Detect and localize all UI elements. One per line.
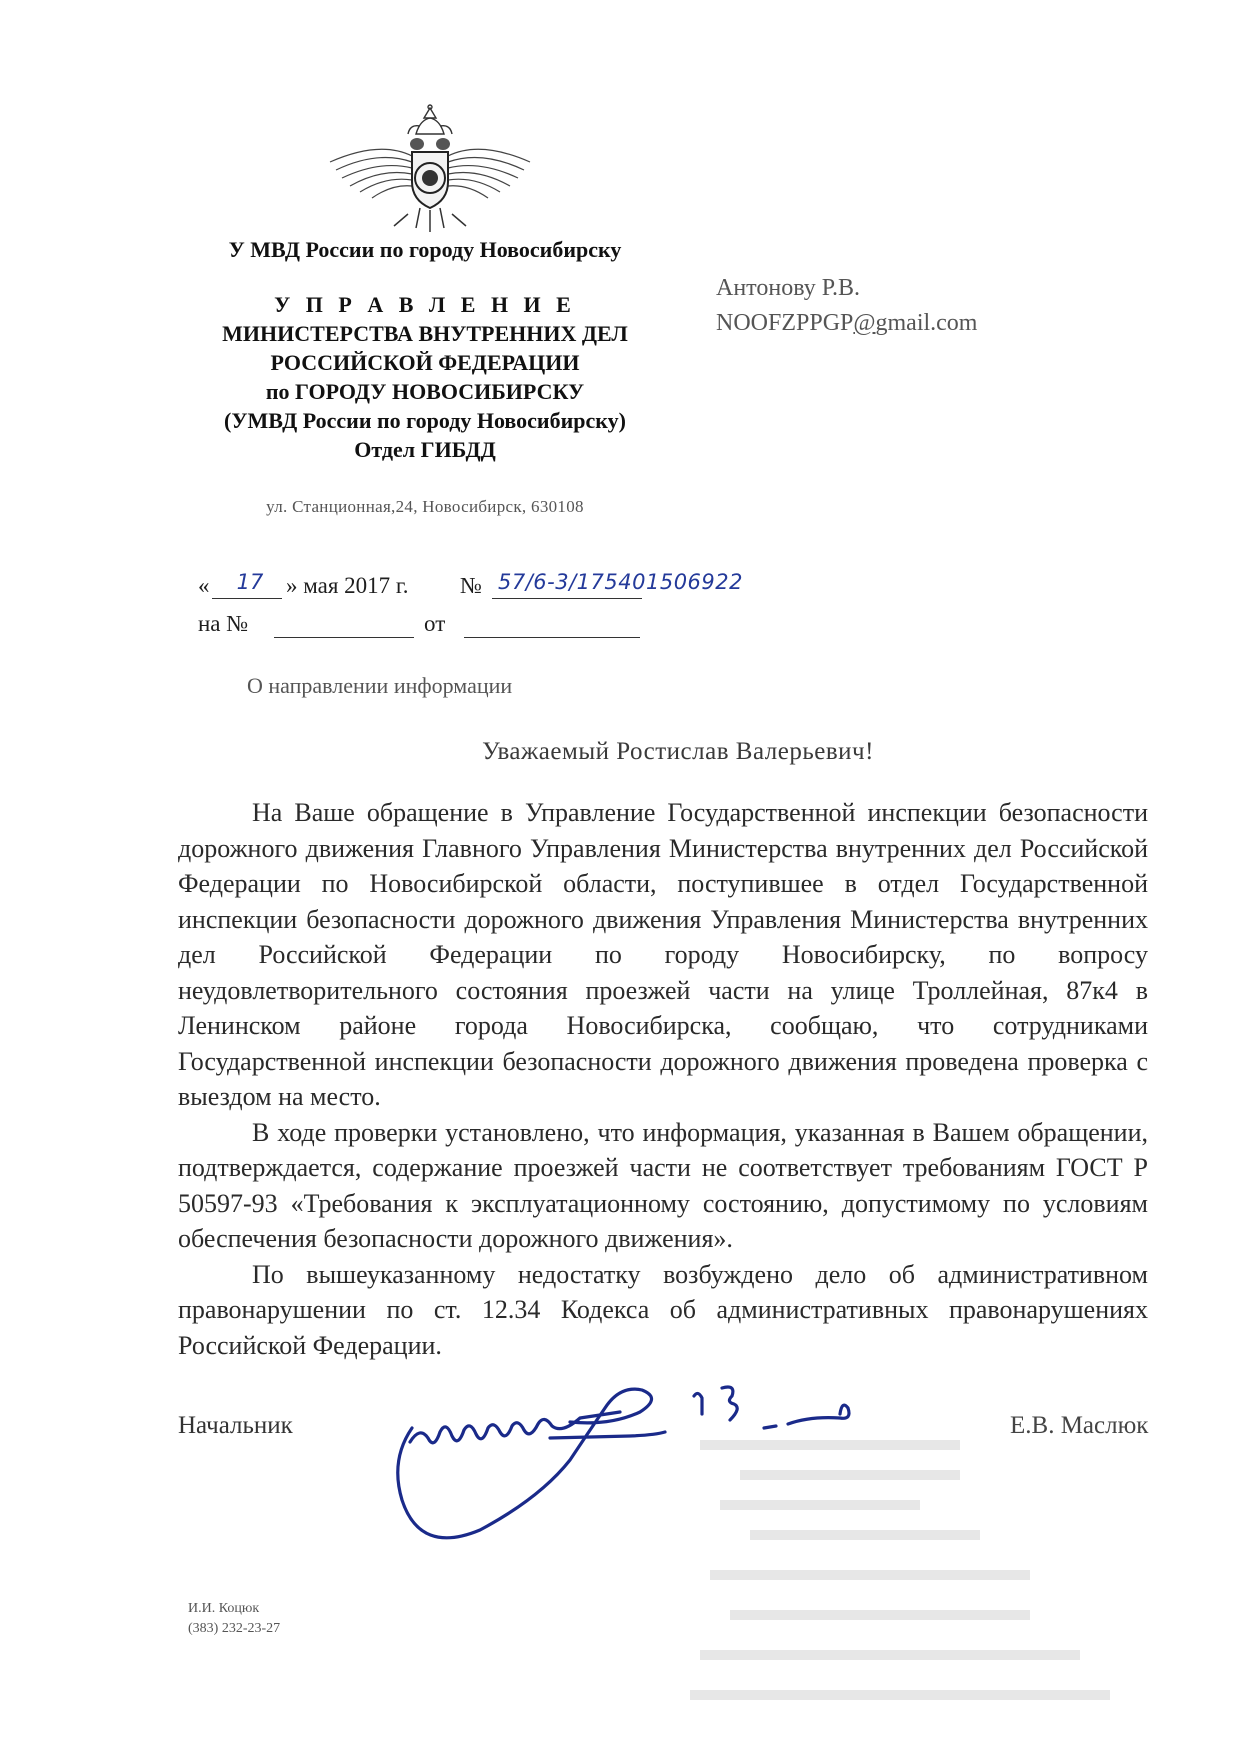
recipient-email-domain: gmail.com	[875, 310, 978, 336]
org-header-line-2: МИНИСТЕРСТВА ВНУТРЕННИХ ДЕЛ	[222, 321, 628, 346]
recipient-email-at: @	[853, 310, 876, 336]
reg-number: 57/6-3/175401506922	[498, 570, 744, 594]
executor-name: И.И. Коцюк	[188, 1601, 260, 1616]
body-paragraph-1: На Ваше обращение в Управление Государственной инспекции безопасности дорожного движения Главного Управления Министерства внутренних дел Российской Федерации по Новосибирской области, поступившее в отдел Государственной инспекции безопасности дорожного движения Управления Министерства внутренних дел Российской Федерации по городу Новосибирску, по вопросу неудовлетворительного состояния проезжей части на улице Троллейная, 87к4 в Ленинском районе города Новосибирска, сообщаю, что сотрудниками Государственной инспекции безопасности дорожного движения проведена проверка с выездом на место.	[178, 798, 1148, 1111]
recipient-email-user: NOOFZPPGP	[716, 310, 854, 336]
org-short-name: У МВД России по городу Новосибирску	[228, 237, 622, 262]
body-paragraph-3: По вышеуказанному недостатку возбуждено дело об административном правонарушении по ст. 12.34 Кодекса об административных правонарушениях Российской Федерации.	[178, 1259, 1148, 1360]
date-month-year: » мая 2017 г.	[286, 573, 409, 598]
handwritten-signature-icon	[380, 1380, 980, 1580]
date-day-underline	[212, 598, 282, 599]
mvd-emblem-icon	[320, 104, 540, 234]
signatory-title: Начальник	[178, 1412, 293, 1439]
ref-number-label: на №	[198, 611, 249, 636]
recipient-email	[716, 310, 977, 337]
ref-from-label: от	[424, 611, 446, 636]
org-header-line-1: У П Р А В Л Е Н И Е	[274, 292, 576, 317]
executor-phone: (383) 232-23-27	[188, 1621, 281, 1636]
reg-number-label: №	[460, 573, 482, 598]
org-header-line-3: РОССИЙСКОЙ ФЕДЕРАЦИИ	[270, 350, 580, 375]
org-header-line-6: Отдел ГИБДД	[354, 437, 496, 462]
letter-body	[178, 795, 1148, 1363]
signatory-name: Е.В. Маслюк	[1010, 1412, 1149, 1439]
letter-greeting: Уважаемый Ростислав Валерьевич!	[482, 738, 874, 765]
date-open-quote: «	[198, 573, 210, 598]
org-address: ул. Станционная,24, Новосибирск, 630108	[266, 497, 584, 516]
ref-number-blank	[274, 637, 414, 638]
letter-subject: О направлении информации	[247, 673, 513, 698]
org-header-line-4: по ГОРОДУ НОВОСИБИРСКУ	[265, 379, 585, 404]
recipient-name: Антонову Р.В.	[716, 275, 861, 301]
org-header-line-5: (УМВД России по городу Новосибирску)	[224, 408, 626, 433]
reg-number-underline	[492, 598, 642, 599]
body-paragraph-2: В ходе проверки установлено, что информация, указанная в Вашем обращении, подтверждается, содержание проезжей части не соответствует требованиям ГОСТ Р 50597-93 «Требования к эксплуатационному состоянию, допустимому по условиям обеспечения безопасности дорожного движения».	[178, 1117, 1148, 1253]
date-day: 17	[236, 570, 264, 594]
ref-date-blank	[464, 637, 640, 638]
